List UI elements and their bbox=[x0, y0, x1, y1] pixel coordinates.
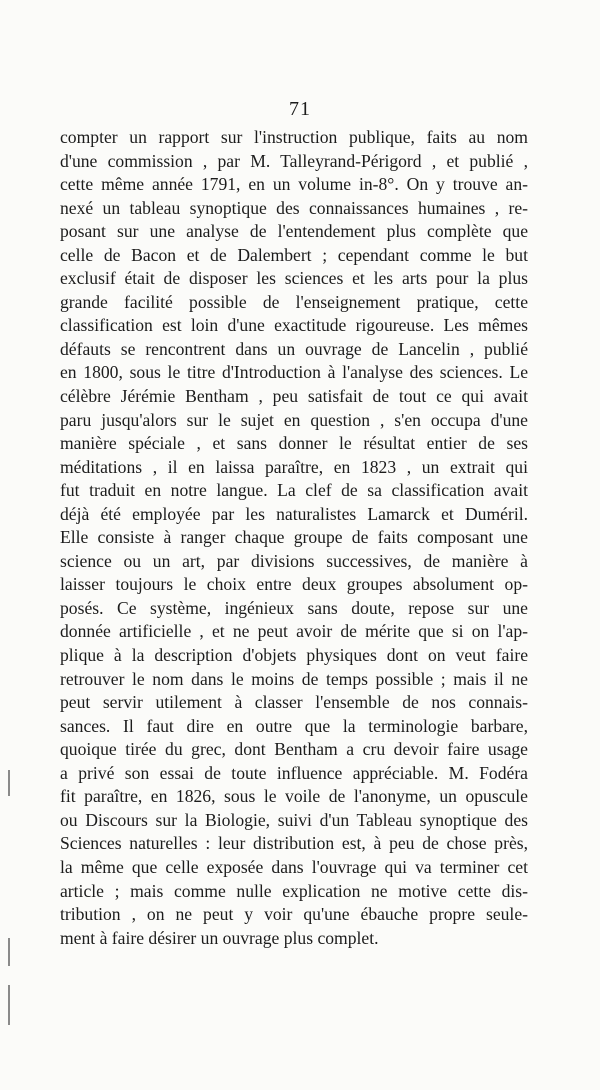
text-line: fut traduit en notre langue. La clef de sa classification avait bbox=[60, 480, 528, 501]
text-line: déjà été employée par les naturalistes Lamarck et Duméril. bbox=[60, 503, 528, 524]
text-line: science ou un art, par divisions successives, de manière à bbox=[60, 550, 528, 571]
body-text bbox=[60, 126, 528, 950]
text-line: la même que celle exposée dans l'ouvrage qui va terminer cet bbox=[60, 856, 528, 877]
text-line: quoique tirée du grec, dont Bentham a cru devoir faire usage bbox=[60, 739, 528, 760]
margin-mark bbox=[8, 938, 10, 966]
margin-mark bbox=[8, 985, 10, 1025]
text-line: grande facilité possible de l'enseignement pratique, cette bbox=[60, 291, 528, 312]
text-line: laisser toujours le choix entre deux groupes absolument op- bbox=[60, 574, 528, 595]
text-line: donnée artificielle , et ne peut avoir de mérite que si on l'ap- bbox=[60, 621, 528, 642]
text-line: célèbre Jérémie Bentham , peu satisfait de tout ce qui avait bbox=[60, 386, 528, 407]
text-line: cette même année 1791, en un volume in-8°. On y trouve an- bbox=[60, 174, 528, 195]
text-line: Elle consiste à ranger chaque groupe de faits composant une bbox=[60, 527, 528, 548]
text-line: compter un rapport sur l'instruction publique, faits au nom bbox=[60, 127, 528, 147]
text-line: fit paraître, en 1826, sous le voile de l'anonyme, un opuscule bbox=[60, 786, 528, 807]
text-line: classification est loin d'une exactitude rigoureuse. Les mêmes bbox=[60, 315, 528, 336]
text-line: tribution , on ne peut y voir qu'une ébauche propre seule- bbox=[60, 904, 528, 925]
text-line: a privé son essai de toute influence appréciable. M. Fodéra bbox=[60, 762, 528, 783]
text-line: article ; mais comme nulle explication ne motive cette dis- bbox=[60, 880, 528, 901]
text-line: retrouver le nom dans le moins de temps possible ; mais il ne bbox=[60, 668, 528, 689]
text-line: paru jusqu'alors sur le sujet en question , s'en occupa d'une bbox=[60, 409, 528, 430]
text-line: peut servir utilement à classer l'ensemble de nos connais- bbox=[60, 692, 528, 713]
text-line: nexé un tableau synoptique des connaissances humaines , re- bbox=[60, 197, 528, 218]
text-line: exclusif était de disposer les sciences et les arts pour la plus bbox=[60, 268, 528, 289]
text-line: celle de Bacon et de Dalembert ; cependant comme le but bbox=[60, 244, 528, 265]
text-line: posés. Ce système, ingénieux sans doute, repose sur une bbox=[60, 597, 528, 618]
text-line: sances. Il faut dire en outre que la terminologie barbare, bbox=[60, 715, 528, 736]
text-line: plique à la description d'objets physiques dont on veut faire bbox=[60, 645, 528, 666]
text-line: posant sur une analyse de l'entendement plus complète que bbox=[60, 221, 528, 242]
text-line: en 1800, sous le titre d'Introduction à l'analyse des sciences. Le bbox=[60, 362, 528, 383]
text-line: manière spéciale , et sans donner le résultat entier de ses bbox=[60, 433, 528, 454]
page-number: 71 bbox=[289, 98, 311, 120]
text-line: méditations , il en laissa paraître, en 1823 , un extrait qui bbox=[60, 456, 528, 477]
text-line: ou Discours sur la Biologie, suivi d'un Tableau synoptique des bbox=[60, 809, 528, 830]
text-line: Sciences naturelles : leur distribution est, à peu de chose près, bbox=[60, 833, 528, 854]
text-line: d'une commission , par M. Talleyrand-Périgord , et publié , bbox=[60, 150, 528, 171]
margin-mark bbox=[8, 770, 10, 796]
text-line: ment à faire désirer un ouvrage plus complet. bbox=[60, 927, 379, 948]
text-line: défauts se rencontrent dans un ouvrage de Lancelin , publié bbox=[60, 338, 528, 359]
